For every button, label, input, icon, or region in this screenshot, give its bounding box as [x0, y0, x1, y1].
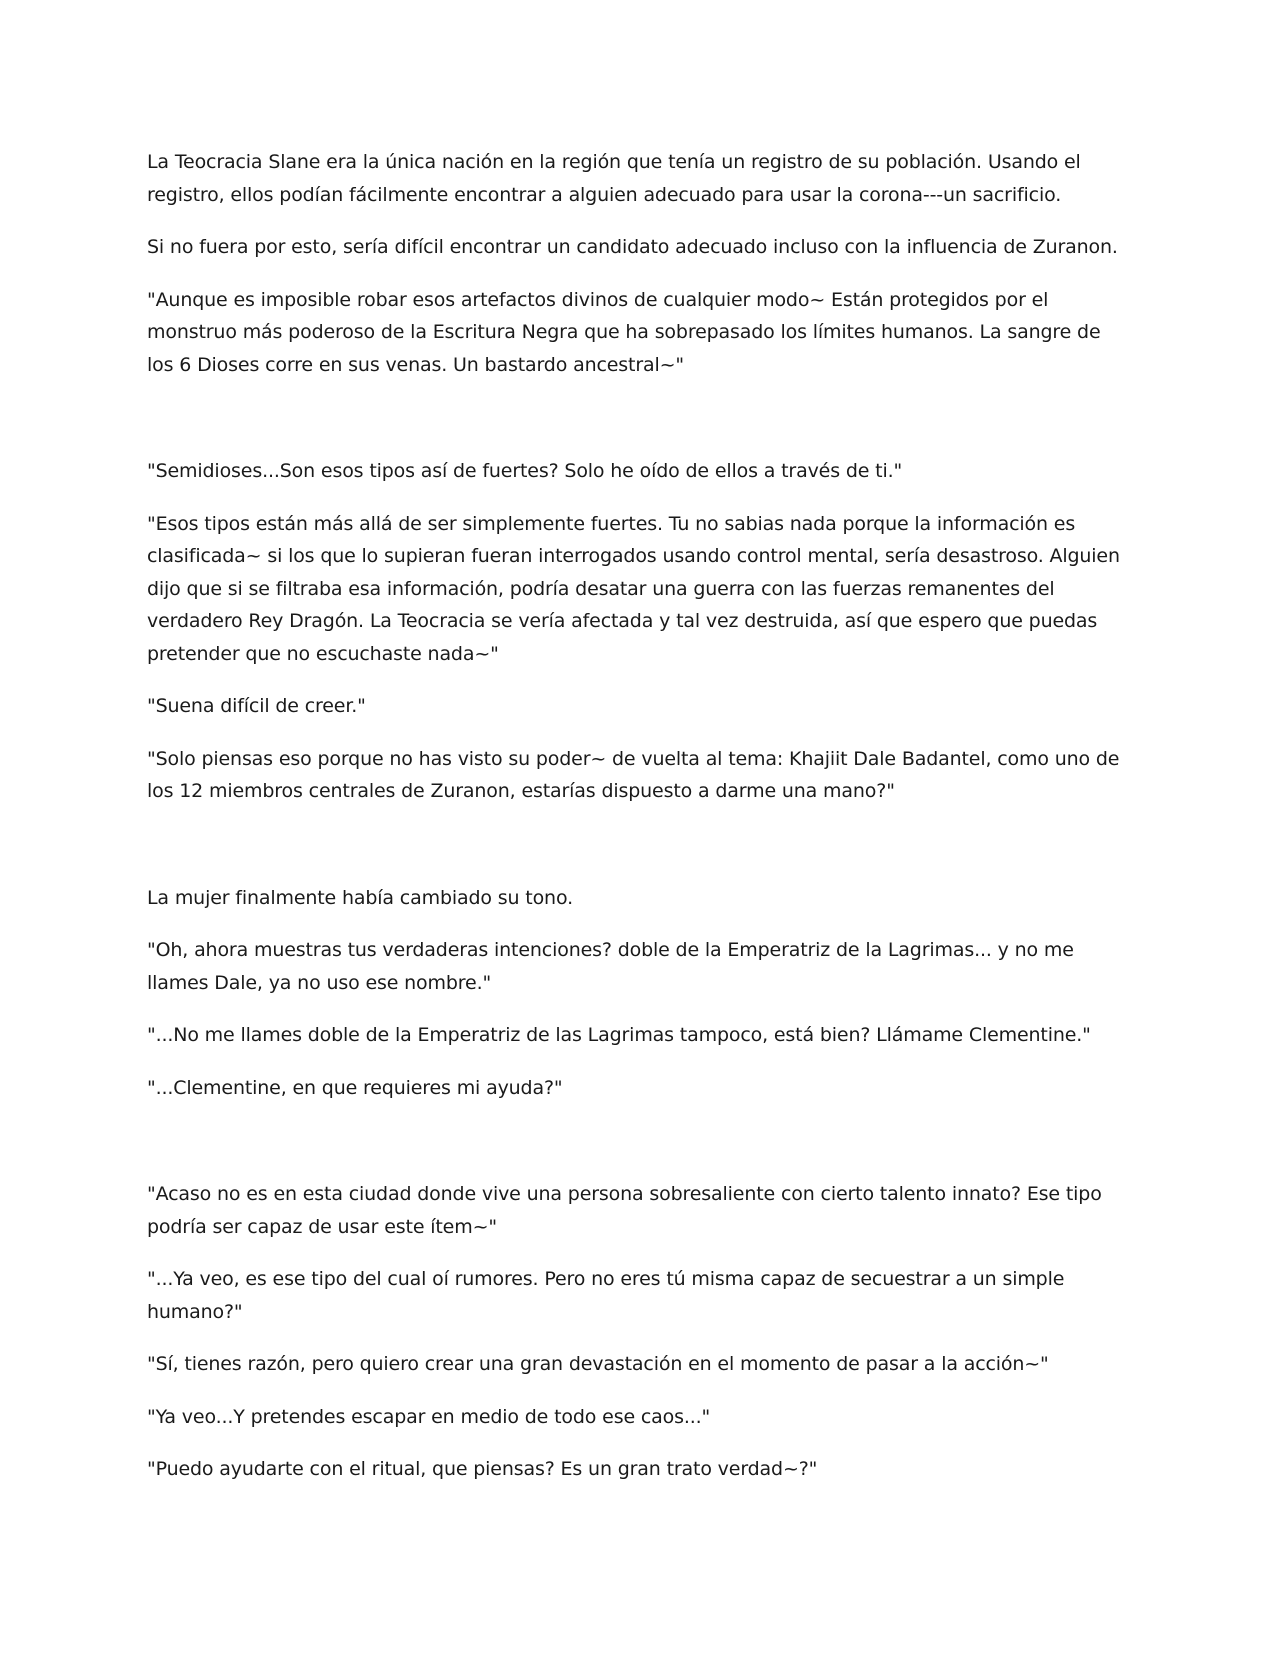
paragraph: "Esos tipos están más allá de ser simplemente fuertes. Tu no sabias nada porque la información es clasificada~ si los que lo supieran fueran interrogados usando control mental, sería desastroso. Alguien dijo que si se filtraba esa información, podría desatar una guerra con las fuerzas remanentes del verdadero Rey Dragón. La Teocracia se vería afectada y tal vez destruida, así que espero que puedas pretender que no escuchaste nada~": [147, 512, 1120, 665]
paragraph: "...Ya veo, es ese tipo del cual oí rumores. Pero no eres tú misma capaz de secuestrar a un simple humano?": [147, 1268, 1065, 1323]
paragraph: "...Clementine, en que requieres mi ayuda?": [147, 1076, 563, 1099]
document-body: [147, 146, 1132, 1506]
paragraph: "Aunque es imposible robar esos artefactos divinos de cualquier modo~ Están protegidos por el monstruo más poderoso de la Escritura Negra que ha sobrepasado los límites humanos. La sangre de los 6 Dioses corre en sus venas. Un bastardo ancestral~": [147, 288, 1101, 376]
paragraph: "Oh, ahora muestras tus verdaderas intenciones? doble de la Emperatriz de la Lagrimas... y no me llames Dale, ya no uso ese nombre.": [147, 939, 1074, 994]
paragraph: "Sí, tienes razón, pero quiero crear una gran devastación en el momento de pasar a la acción~": [147, 1353, 1049, 1375]
paragraph: La mujer finalmente había cambiado su tono.: [147, 886, 573, 909]
paragraph: "Puedo ayudarte con el ritual, que piensas? Es un gran trato verdad~?": [147, 1458, 818, 1480]
section-break: [147, 828, 1132, 882]
section-break: [147, 1124, 1132, 1178]
paragraph: "Ya veo...Y pretendes escapar en medio de todo ese caos...": [147, 1405, 711, 1428]
paragraph: La Teocracia Slane era la única nación en la región que tenía un registro de su población. Usando el registro, ellos podían fácilmente encontrar a alguien adecuado para usar la corona---un sacrificio.: [147, 151, 1081, 206]
paragraph: "Semidioses...Son esos tipos así de fuertes? Solo he oído de ellos a través de ti.": [147, 460, 903, 482]
paragraph: "Solo piensas eso porque no has visto su poder~ de vuelta al tema: Khajiit Dale Badantel, como uno de los 12 miembros centrales de Zuranon, estarías dispuesto a darme una mano?": [147, 747, 1120, 802]
section-break: [147, 401, 1132, 455]
paragraph: "Suena difícil de creer.": [147, 695, 366, 717]
paragraph: "...No me llames doble de la Emperatriz de las Lagrimas tampoco, está bien? Llámame Clementine.": [147, 1024, 1091, 1046]
paragraph: "Acaso no es en esta ciudad donde vive una persona sobresaliente con cierto talento innato? Ese tipo podría ser capaz de usar este ítem~": [147, 1183, 1102, 1238]
paragraph: Si no fuera por esto, sería difícil encontrar un candidato adecuado incluso con la influencia de Zuranon.: [147, 236, 1118, 258]
